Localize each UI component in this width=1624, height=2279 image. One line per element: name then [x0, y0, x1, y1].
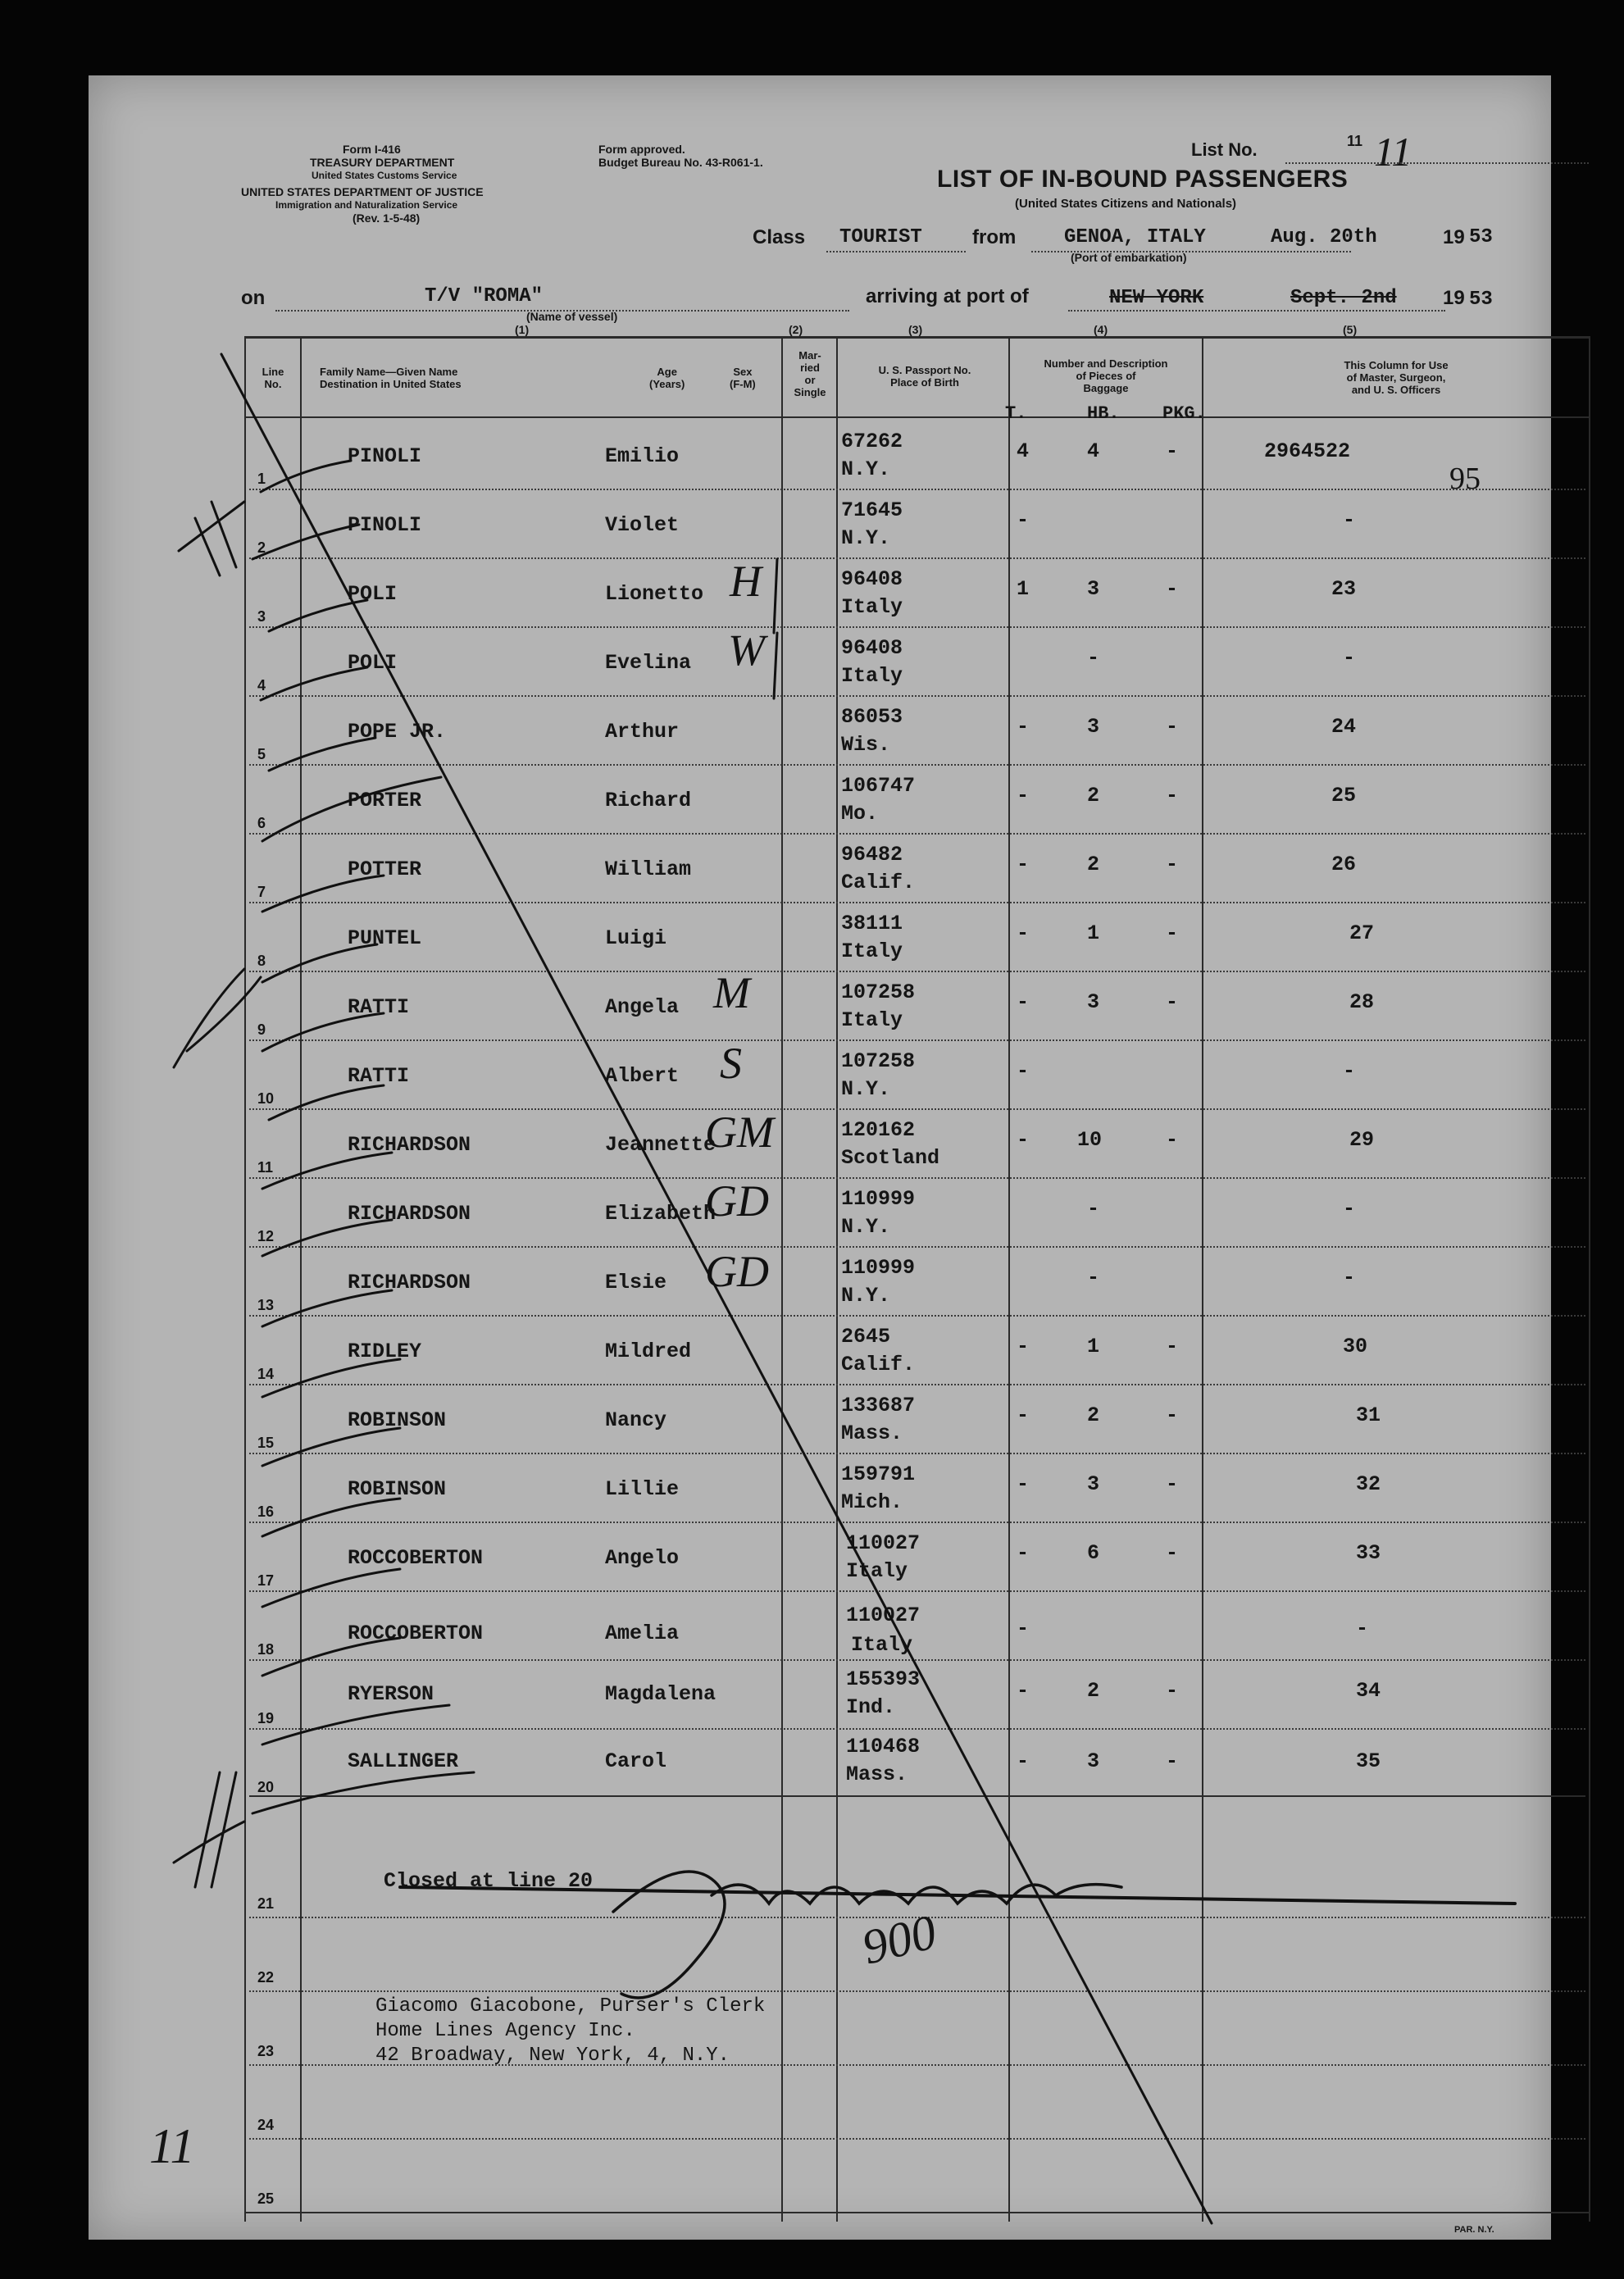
margin-number: 95 — [1449, 462, 1481, 496]
bag-hb: - — [1087, 1266, 1100, 1290]
line-number: 11 — [257, 1159, 274, 1176]
bag-pkg: - — [1166, 784, 1179, 807]
officer-entry: 2964522 — [1264, 439, 1351, 463]
line-number: 18 — [257, 1641, 275, 1658]
place-of-birth: Italy — [846, 1559, 908, 1583]
place-of-birth: N.Y. — [841, 526, 891, 550]
line-number: 6 — [257, 815, 266, 831]
bag-hb: 3 — [1087, 1749, 1100, 1773]
family-name: RICHARDSON — [348, 1271, 471, 1294]
family-name: SALLINGER — [348, 1749, 459, 1773]
departure-date: Aug. 20th — [1271, 226, 1377, 248]
dept-treasury-sub: United States Customs Service — [312, 170, 457, 181]
bag-t: - — [1017, 1617, 1030, 1640]
check-stroke — [262, 1499, 400, 1536]
check-stroke — [262, 1428, 400, 1466]
passport-number: 107258 — [841, 980, 916, 1004]
officer-entry: - — [1343, 508, 1356, 532]
line-number: 25 — [257, 2190, 275, 2207]
passport-number: 110999 — [841, 1256, 916, 1280]
header-line-no: Line No. — [262, 366, 284, 390]
passport-number: 133687 — [841, 1394, 916, 1417]
given-name: Angela — [605, 995, 680, 1019]
line-number: 8 — [257, 953, 266, 969]
departure-year: 53 — [1469, 226, 1493, 248]
officer-entry: - — [1343, 1059, 1356, 1083]
form-subtitle: (United States Citizens and Nationals) — [1015, 197, 1237, 211]
diagonal-cross-line — [221, 354, 1212, 2223]
family-name: PINOLI — [348, 444, 422, 468]
bag-hb: 3 — [1087, 715, 1100, 739]
on-label: on — [241, 287, 266, 309]
line-number: 22 — [257, 1969, 275, 1986]
signature-line-2: Home Lines Agency Inc. — [375, 2020, 635, 2042]
handwritten-number: 900 — [857, 1904, 942, 1975]
line-number: 19 — [257, 1710, 275, 1726]
bag-hb: 4 — [1087, 439, 1100, 463]
given-name: Mildred — [605, 1340, 692, 1363]
bag-pkg: - — [1166, 990, 1179, 1014]
embarkation-port: GENOA, ITALY — [1064, 226, 1206, 248]
officer-entry: - — [1343, 1266, 1356, 1290]
tally-mark — [195, 518, 220, 575]
check-stroke — [252, 525, 359, 559]
check-stroke — [269, 738, 375, 771]
check-stroke — [252, 1772, 474, 1813]
passport-number: 110999 — [841, 1187, 916, 1211]
line-number: 20 — [257, 1779, 275, 1795]
arrival-date: Sept. 2nd — [1290, 287, 1397, 309]
signature-line-1: Giacomo Giacobone, Purser's Clerk — [375, 1995, 766, 2017]
line-number: 1 — [257, 471, 266, 487]
line-number: 13 — [257, 1297, 275, 1313]
class-label: Class — [753, 226, 806, 248]
handwritten-mark: GD — [705, 1176, 769, 1226]
line-number: 21 — [257, 1895, 275, 1912]
given-name: Elsie — [605, 1271, 667, 1294]
line-number: 5 — [257, 746, 266, 762]
passport-number: 159791 — [841, 1462, 916, 1486]
place-of-birth: Mass. — [841, 1422, 903, 1445]
header-sex: Sex (F-M) — [730, 366, 756, 390]
place-of-birth: Italy — [851, 1633, 913, 1657]
check-stroke — [261, 667, 367, 700]
check-stroke — [262, 1220, 392, 1256]
bag-col-t: T. — [1005, 403, 1027, 424]
bag-hb: 1 — [1087, 1335, 1100, 1358]
passport-number: 2645 — [841, 1325, 891, 1349]
officer-entry: 23 — [1331, 577, 1357, 601]
bag-t: - — [1017, 1403, 1030, 1427]
check-stroke — [262, 777, 441, 841]
form-approved: Form approved. — [598, 143, 685, 156]
signature-line-3: 42 Broadway, New York, 4, N.Y. — [375, 2045, 730, 2067]
passport-number: 106747 — [841, 774, 916, 798]
check-stroke — [269, 1085, 384, 1120]
line-number: 23 — [257, 2043, 275, 2059]
given-name: Luigi — [605, 926, 667, 950]
bag-t: - — [1017, 1128, 1030, 1152]
handwritten-mark: M — [713, 968, 750, 1017]
bag-pkg: - — [1166, 853, 1179, 876]
place-of-birth: Italy — [841, 664, 903, 688]
bag-t: 4 — [1017, 439, 1030, 463]
passport-number: 110468 — [846, 1735, 921, 1758]
bag-t: - — [1017, 921, 1030, 945]
handwritten-mark: W — [728, 625, 765, 675]
officer-entry: - — [1356, 1617, 1369, 1640]
passport-number: 110027 — [846, 1603, 921, 1627]
family-name: RATTI — [348, 1064, 410, 1088]
col-divider — [1589, 336, 1590, 2222]
col-num-2: (2) — [789, 323, 803, 336]
given-name: Magdalena — [605, 1682, 716, 1706]
bag-t: - — [1017, 715, 1030, 739]
bag-hb: 2 — [1087, 1403, 1100, 1427]
check-stroke — [262, 1705, 449, 1745]
place-of-birth: Mich. — [841, 1490, 903, 1514]
tally-mark — [179, 502, 244, 551]
family-name: PORTER — [348, 789, 422, 812]
header-officers: This Column for Use of Master, Surgeon, and U. S. Officers — [1344, 359, 1449, 396]
bag-hb: 10 — [1077, 1128, 1103, 1152]
bag-t: 1 — [1017, 577, 1030, 601]
family-name: POTTER — [348, 857, 422, 881]
bag-hb: 3 — [1087, 990, 1100, 1014]
handwritten-mark: GD — [705, 1247, 769, 1296]
place-of-birth: Wis. — [841, 733, 891, 757]
place-of-birth: Mo. — [841, 802, 879, 826]
family-name: PINOLI — [348, 513, 422, 537]
bag-hb: 2 — [1087, 853, 1100, 876]
place-of-birth: Scotland — [841, 1146, 940, 1170]
place-of-birth: Calif. — [841, 871, 916, 894]
family-name: PUNTEL — [348, 926, 422, 950]
handwritten-mark: H — [730, 557, 762, 606]
line-number: 9 — [257, 1021, 266, 1038]
list-number-label: List No. — [1191, 139, 1258, 160]
family-name: RIDLEY — [348, 1340, 422, 1363]
header-age: Age (Years) — [649, 366, 685, 390]
passport-number: 71645 — [841, 498, 903, 522]
given-name: Albert — [605, 1064, 680, 1088]
bag-hb: 3 — [1087, 577, 1100, 601]
place-of-birth: Italy — [841, 939, 903, 963]
closing-note: Closed at line 20 — [384, 1869, 594, 1893]
vessel-note: (Name of vessel) — [526, 310, 618, 323]
family-name: POPE JR. — [348, 720, 447, 744]
form-number: Form I-416 — [343, 143, 401, 156]
place-of-birth: Italy — [841, 595, 903, 619]
family-name: RICHARDSON — [348, 1133, 471, 1157]
arrival-year-prefix: 19 — [1443, 287, 1465, 309]
bag-col-hb: HB. — [1087, 403, 1120, 424]
list-number-handwritten: 11 — [1374, 129, 1412, 175]
bag-hb: 2 — [1087, 1679, 1100, 1703]
bracket-stroke — [774, 559, 777, 698]
arrival-port: NEW YORK — [1109, 287, 1204, 309]
line-number: 14 — [257, 1366, 275, 1382]
check-stroke — [262, 1153, 392, 1189]
given-name: Lionetto — [605, 582, 704, 606]
line-number: 17 — [257, 1572, 275, 1589]
officer-entry: 35 — [1356, 1749, 1381, 1773]
given-name: Violet — [605, 513, 680, 537]
place-of-birth: Ind. — [846, 1695, 896, 1719]
class-value: TOURIST — [839, 226, 922, 248]
family-name: ROCCOBERTON — [348, 1546, 484, 1570]
line-number: 2 — [257, 539, 266, 556]
bag-t: - — [1017, 1335, 1030, 1358]
list-number-small: 11 — [1347, 133, 1363, 149]
given-name: Carol — [605, 1749, 667, 1773]
officer-entry: - — [1343, 646, 1356, 670]
given-name: Elizabeth — [605, 1202, 716, 1226]
line-number: 7 — [257, 884, 266, 900]
dept-treasury: TREASURY DEPARTMENT — [310, 156, 455, 169]
passport-number: 110027 — [846, 1531, 921, 1555]
officer-entry: 31 — [1356, 1403, 1381, 1427]
header-name: Family Name—Given Name Destination in United States — [320, 366, 462, 390]
given-name: Angelo — [605, 1546, 680, 1570]
bag-hb: 3 — [1087, 1472, 1100, 1496]
officer-entry: - — [1343, 1197, 1356, 1221]
passport-number: 155393 — [846, 1667, 921, 1691]
dept-justice-sub: Immigration and Naturalization Service — [275, 199, 458, 211]
handwritten-mark: S — [720, 1039, 742, 1088]
check-stroke — [262, 1359, 400, 1397]
family-name: RYERSON — [348, 1682, 434, 1706]
revision: (Rev. 1-5-48) — [353, 212, 421, 225]
header-baggage: Number and Description of Pieces of Baggage — [1044, 357, 1168, 394]
bag-t: - — [1017, 853, 1030, 876]
family-name: POLI — [348, 582, 398, 606]
check-stroke — [261, 461, 351, 492]
officer-entry: 30 — [1343, 1335, 1368, 1358]
from-label: from — [972, 226, 1017, 248]
place-of-birth: N.Y. — [841, 1284, 891, 1308]
check-stroke — [262, 876, 384, 912]
vessel-name: T/V "ROMA" — [425, 285, 544, 307]
family-name: POLI — [348, 651, 398, 675]
line-number: 16 — [257, 1503, 275, 1520]
bag-pkg: - — [1166, 439, 1179, 463]
bag-t: - — [1017, 1541, 1030, 1565]
bag-hb: 2 — [1087, 784, 1100, 807]
bag-pkg: - — [1166, 1749, 1179, 1773]
passport-number: 96408 — [841, 636, 903, 660]
passport-number: 107258 — [841, 1049, 916, 1073]
officer-entry: 29 — [1349, 1128, 1375, 1152]
arrival-year: 53 — [1469, 289, 1493, 311]
officer-entry: 33 — [1356, 1541, 1381, 1565]
bag-pkg: - — [1166, 1472, 1179, 1496]
tally-mark — [187, 977, 261, 1051]
passport-number: 96408 — [841, 567, 903, 591]
officer-entry: 28 — [1349, 990, 1375, 1014]
officer-entry: 34 — [1356, 1679, 1381, 1703]
bag-pkg: - — [1166, 715, 1179, 739]
given-name: Richard — [605, 789, 692, 812]
bag-pkg: - — [1166, 1679, 1179, 1703]
bag-t: - — [1017, 1679, 1030, 1703]
tally-mark — [174, 969, 244, 1067]
passport-number: 120162 — [841, 1118, 916, 1142]
family-name: ROCCOBERTON — [348, 1622, 484, 1645]
bag-hb: 6 — [1087, 1541, 1100, 1565]
passport-number: 86053 — [841, 705, 903, 729]
col-num-4: (4) — [1094, 323, 1108, 336]
arriving-label: arriving at port of — [866, 285, 1029, 307]
given-name: Lillie — [605, 1477, 680, 1501]
given-name: William — [605, 857, 692, 881]
officer-entry: 24 — [1331, 715, 1357, 739]
line-number: 4 — [257, 677, 266, 694]
col-num-5: (5) — [1343, 323, 1358, 336]
officer-entry: 26 — [1331, 853, 1357, 876]
header-married: Mar- ried or Single — [794, 349, 826, 398]
line-number: 10 — [257, 1090, 275, 1107]
departure-year-prefix: 19 — [1443, 226, 1465, 248]
check-stroke — [269, 600, 367, 631]
bag-t: - — [1017, 1749, 1030, 1773]
check-stroke — [262, 1290, 392, 1326]
handwritten-mark: GM — [705, 1108, 774, 1157]
bag-t: - — [1017, 1472, 1030, 1496]
place-of-birth: Calif. — [841, 1353, 916, 1376]
family-name: RICHARDSON — [348, 1202, 471, 1226]
check-stroke — [262, 1569, 400, 1607]
check-stroke — [262, 1638, 400, 1676]
printer-mark: PAR. N.Y. — [1454, 2225, 1494, 2235]
place-of-birth: N.Y. — [841, 457, 891, 481]
given-name: Amelia — [605, 1622, 680, 1645]
line-number: 15 — [257, 1435, 275, 1451]
closing-underline — [400, 1887, 1515, 1904]
bag-pkg: - — [1166, 1403, 1179, 1427]
passport-number: 67262 — [841, 430, 903, 453]
manifest-page — [89, 75, 1551, 2240]
given-name: Evelina — [605, 651, 692, 675]
bottom-handwritten-mark: 11 — [149, 2119, 195, 2173]
officer-entry: 27 — [1349, 921, 1375, 945]
passport-number: 96482 — [841, 843, 903, 867]
header-passport: U. S. Passport No. Place of Birth — [878, 364, 971, 389]
line-number: 3 — [257, 608, 266, 625]
form-title: LIST OF IN-BOUND PASSENGERS — [937, 166, 1349, 193]
place-of-birth: Mass. — [846, 1763, 908, 1786]
given-name: Jeannette — [605, 1133, 716, 1157]
check-stroke — [262, 1013, 384, 1051]
check-stroke — [262, 944, 377, 982]
bag-t: - — [1017, 990, 1030, 1014]
place-of-birth: N.Y. — [841, 1215, 891, 1239]
bag-col-pkg: PKG. — [1162, 403, 1206, 424]
given-name: Nancy — [605, 1408, 667, 1432]
dept-justice: UNITED STATES DEPARTMENT OF JUSTICE — [241, 185, 484, 198]
family-name: RATTI — [348, 995, 410, 1019]
place-of-birth: N.Y. — [841, 1077, 891, 1101]
given-name: Emilio — [605, 444, 680, 468]
passport-number: 38111 — [841, 912, 903, 935]
bag-hb: - — [1087, 646, 1100, 670]
line-number: 24 — [257, 2117, 275, 2133]
bag-hb: - — [1087, 1197, 1100, 1221]
line-number: 12 — [257, 1228, 275, 1244]
officer-entry: 25 — [1331, 784, 1357, 807]
embarkation-note: (Port of embarkation) — [1071, 251, 1187, 264]
given-name: Arthur — [605, 720, 680, 744]
bag-t: - — [1017, 784, 1030, 807]
officer-entry: 32 — [1356, 1472, 1381, 1496]
col-num-1: (1) — [515, 323, 530, 336]
budget-bureau: Budget Bureau No. 43-R061-1. — [598, 156, 763, 169]
pen-marks — [89, 75, 1551, 2240]
bag-pkg: - — [1166, 1335, 1179, 1358]
bag-pkg: - — [1166, 1128, 1179, 1152]
bag-pkg: - — [1166, 921, 1179, 945]
bag-t: - — [1017, 508, 1030, 532]
family-name: ROBINSON — [348, 1408, 447, 1432]
bag-hb: 1 — [1087, 921, 1100, 945]
family-name: ROBINSON — [348, 1477, 447, 1501]
col-num-3: (3) — [908, 323, 923, 336]
bag-pkg: - — [1166, 577, 1179, 601]
bag-pkg: - — [1166, 1541, 1179, 1565]
bag-t: - — [1017, 1059, 1030, 1083]
place-of-birth: Italy — [841, 1008, 903, 1032]
